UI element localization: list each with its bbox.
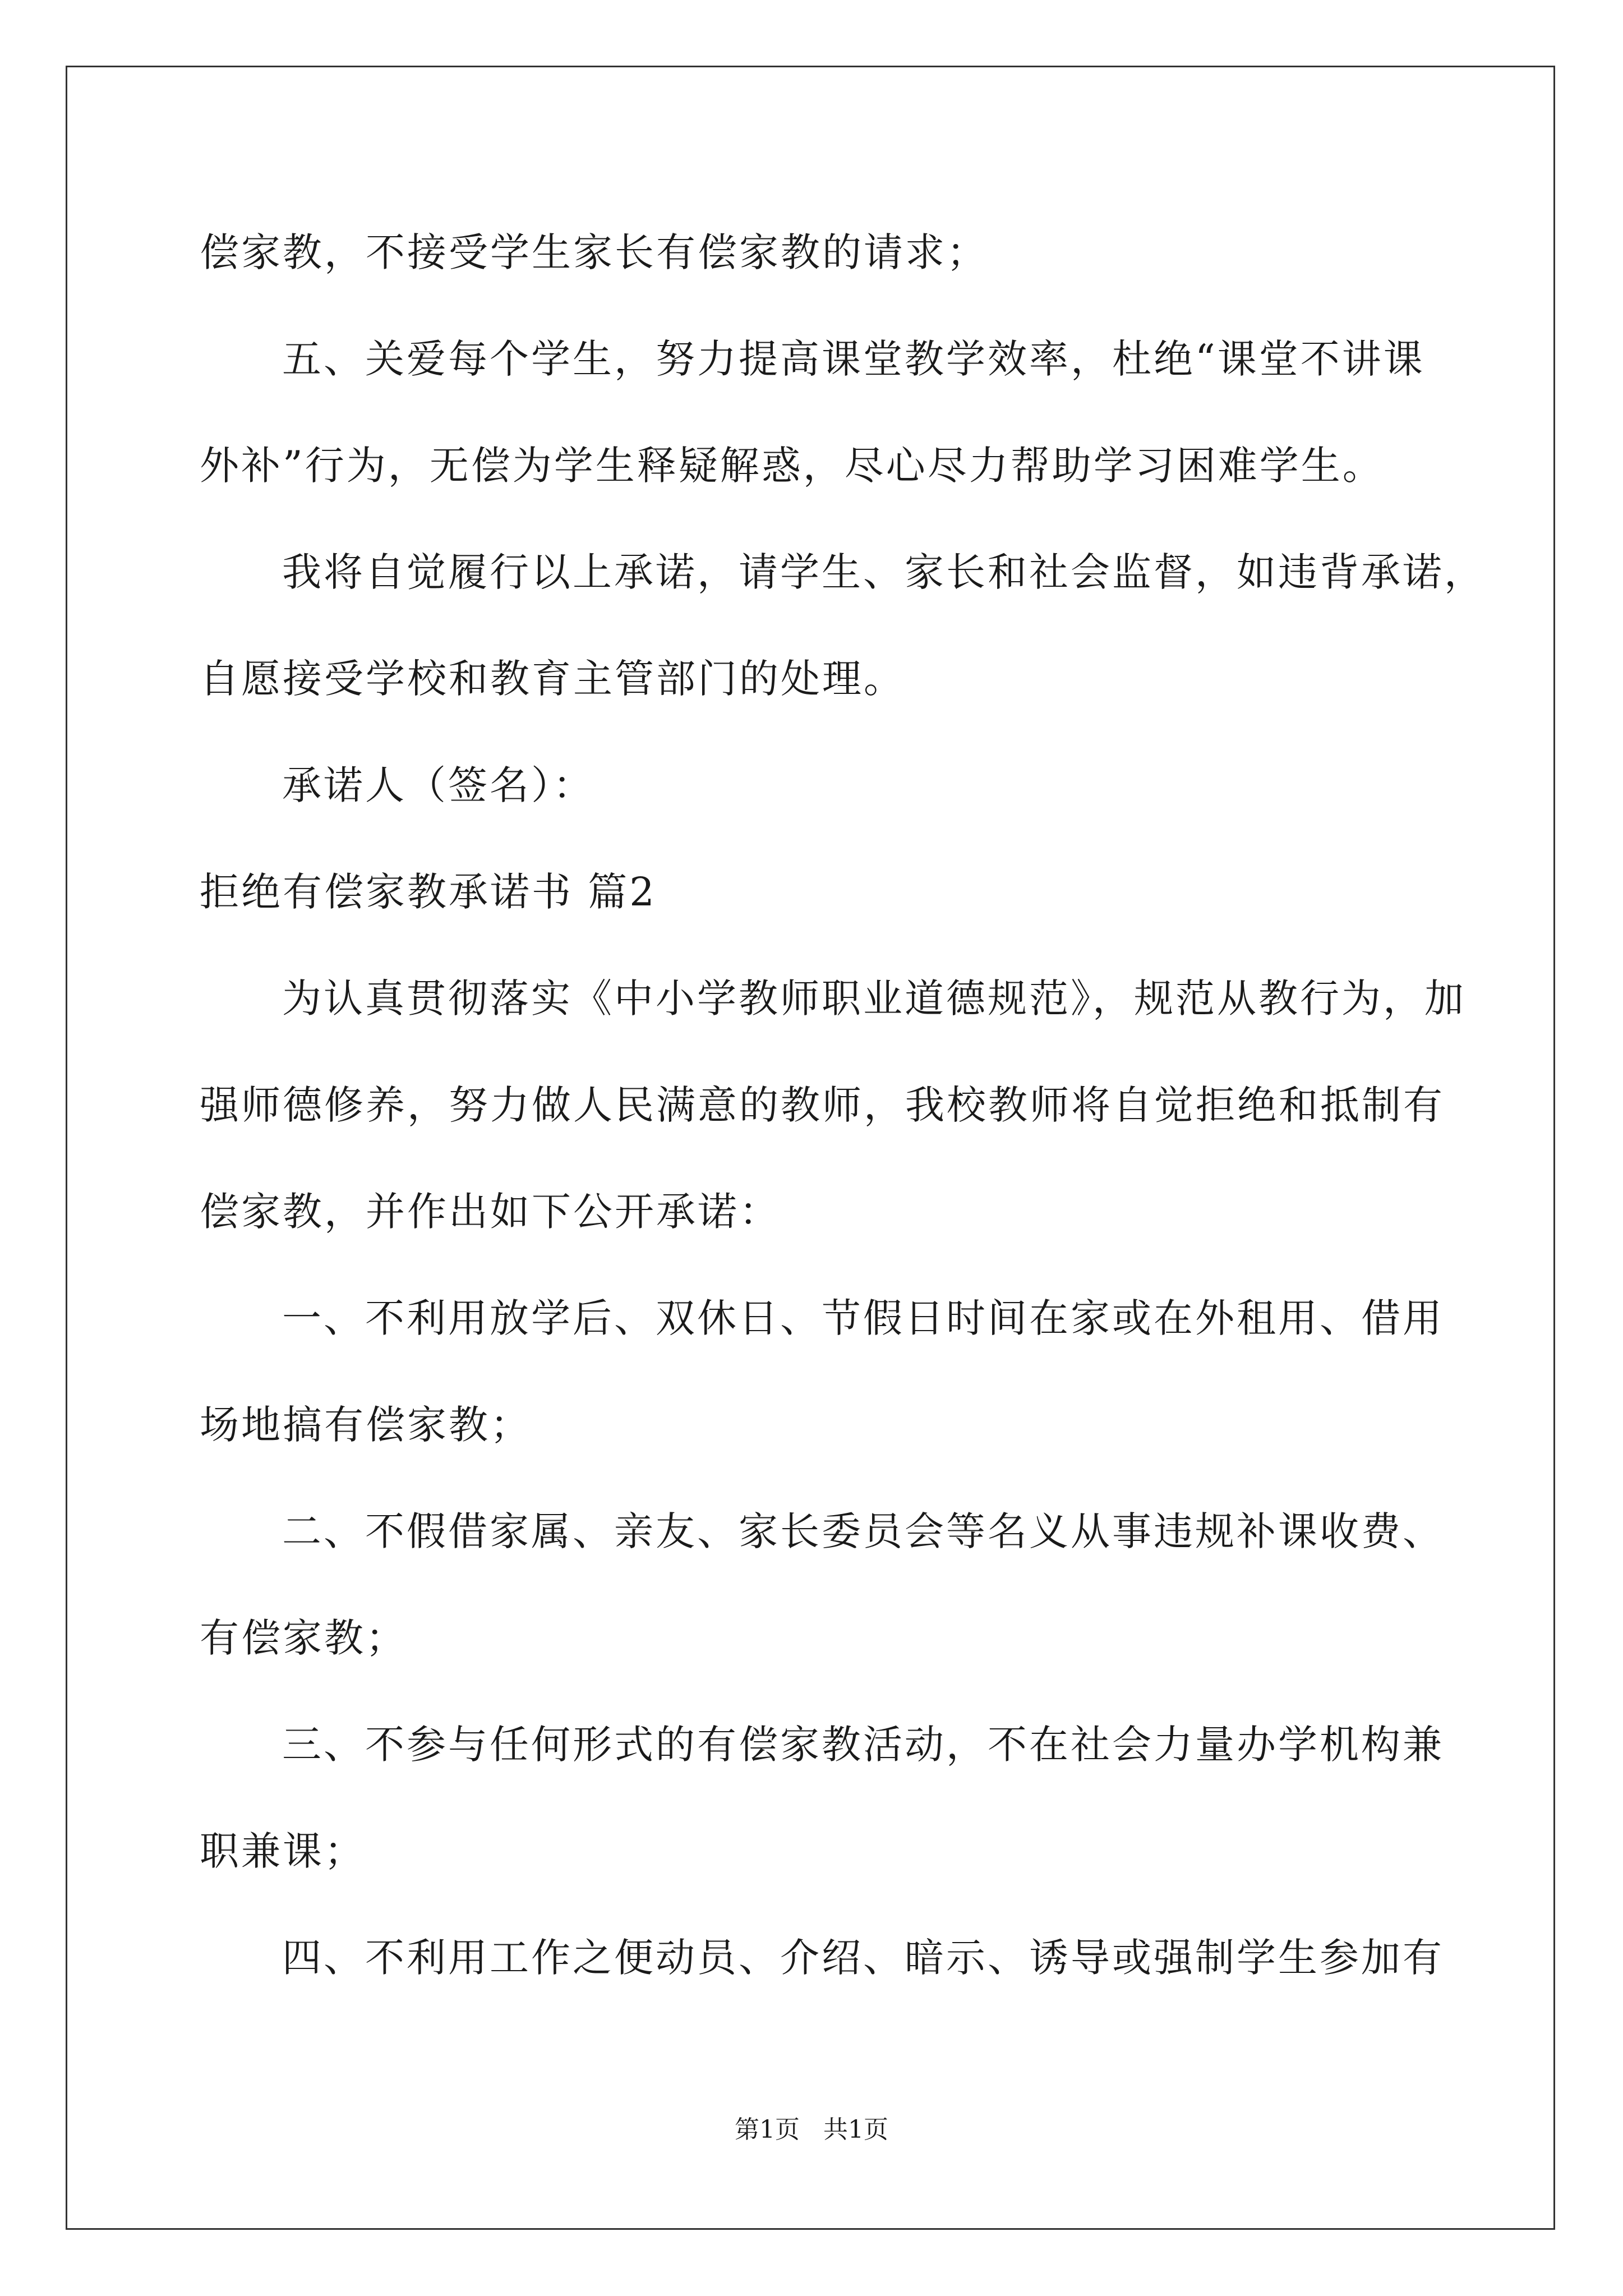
page-footer — [0, 2109, 1623, 2145]
text-line: 外补”行为，无偿为学生释疑解惑，尽心尽力帮助学习困难学生。 — [200, 443, 1384, 489]
text-line: 偿家教，并作出如下公开承诺： — [200, 1189, 781, 1235]
text-line: 自愿接受学校和教育主管部门的处理。 — [200, 656, 905, 702]
text-line: 职兼课； — [200, 1828, 366, 1874]
text-line: 场地搞有偿家教； — [200, 1402, 532, 1448]
page-border — [66, 66, 1555, 2230]
signature-label: 承诺人（签名）： — [282, 762, 594, 808]
text-line: 一、不利用放学后、双休日、节假日时间在家或在外租用、借用 — [282, 1295, 1444, 1341]
text-line: 二、不假借家属、亲友、家长委员会等名义从事违规补课收费、 — [282, 1508, 1444, 1554]
page-number: 第1页 — [735, 2115, 800, 2144]
text-line: 五、关爱每个学生，努力提高课堂教学效率，杜绝“课堂不讲课 — [282, 336, 1425, 382]
text-line: 偿家教，不接受学生家长有偿家教的请求； — [200, 229, 988, 275]
page-total: 共1页 — [823, 2115, 888, 2144]
text-line: 强师德修养，努力做人民满意的教师，我校教师将自觉拒绝和抵制有 — [200, 1082, 1445, 1128]
text-line: 为认真贯彻落实《中小学教师职业道德规范》，规范从教行为，加 — [282, 976, 1466, 1022]
text-line: 有偿家教； — [200, 1615, 407, 1661]
section-heading: 拒绝有偿家教承诺书 篇2 — [200, 869, 657, 915]
text-line: 我将自觉履行以上承诺，请学生、家长和社会监督，如违背承诺， — [282, 549, 1486, 595]
text-line: 三、不参与任何形式的有偿家教活动，不在社会力量办学机构兼 — [282, 1722, 1444, 1768]
text-line: 四、不利用工作之便动员、介绍、暗示、诱导或强制学生参加有 — [282, 1935, 1444, 1981]
